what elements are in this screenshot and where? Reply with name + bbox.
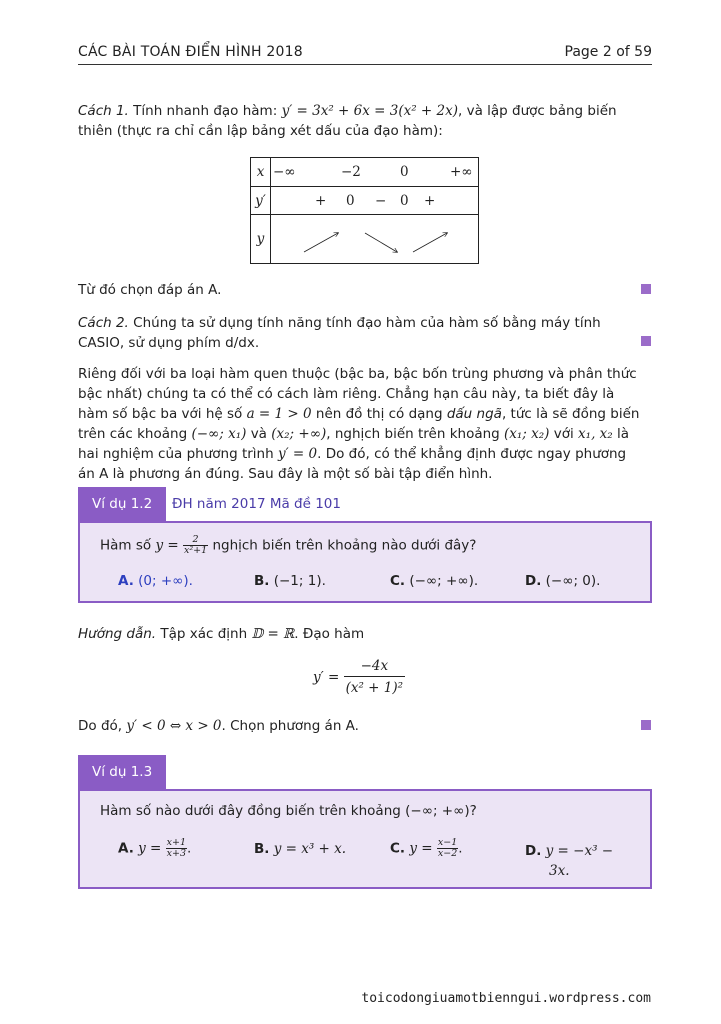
row-yp-values bbox=[271, 187, 479, 215]
x-value: −2 bbox=[341, 164, 361, 180]
option-c[interactable]: C. y = $\frac{x-1}{x-2}$ . bbox=[390, 837, 463, 859]
option-a[interactable]: A. (0; +∞). bbox=[118, 573, 193, 589]
x-value: +∞ bbox=[450, 164, 473, 180]
example-1-2-tab: Ví dụ 1.2 bbox=[78, 487, 166, 521]
option-d[interactable]: D. y = −x³ − 3x. bbox=[525, 843, 614, 879]
para-line: án A là phương án đúng. Sau đây là một số bài tập điển hình. bbox=[78, 466, 493, 482]
derivative-equation: y′ = $\frac{-4x}{\text{(x² + 1)²}}$ bbox=[313, 658, 404, 696]
yp-sign: + bbox=[315, 193, 327, 209]
row-y-label: y bbox=[251, 215, 271, 264]
x-value: 0 bbox=[400, 164, 409, 180]
row-x-values bbox=[271, 158, 479, 187]
arrow-up-icon bbox=[304, 233, 338, 252]
yp-sign: + bbox=[424, 193, 436, 209]
page-header bbox=[78, 44, 652, 65]
option-b[interactable]: B. y = x³ + x. bbox=[254, 841, 347, 857]
header-title: CÁC BÀI TOÁN ĐIỂN HÌNH 2018 bbox=[78, 44, 303, 60]
variation-arrows bbox=[271, 215, 478, 264]
qed-square-icon bbox=[641, 720, 651, 730]
option-d[interactable]: D. (−∞; 0). bbox=[525, 573, 601, 589]
cach1-paragraph bbox=[78, 101, 652, 141]
yp-sign: 0 bbox=[400, 193, 409, 209]
row-y-arrows bbox=[271, 215, 479, 264]
yp-sign: − bbox=[375, 193, 387, 209]
choose-a-line: Từ đó chọn đáp án A. bbox=[78, 282, 222, 298]
para-line: bậc nhất) chúng ta có thể có cách làm riêng. Chẳng hạn câu này, ta biết đây là bbox=[78, 386, 615, 402]
para-line: trên các khoảng (−∞; x₁) và (x₂; +∞), nghịch biến trên khoảng (x₁; x₂) với x₁, x₂ là bbox=[78, 426, 630, 442]
cach1-line2: thiên (thực ra chỉ cần lập bảng xét dấu của đạo hàm): bbox=[78, 123, 443, 139]
cach2-label: Cách 2. bbox=[78, 315, 129, 331]
arrow-down-icon bbox=[365, 233, 397, 252]
cach1-formula: y′ = 3x² + 6x = 3(x² + 2x) bbox=[281, 103, 458, 119]
option-c[interactable]: C. (−∞; +∞). bbox=[390, 573, 479, 589]
option-b[interactable]: B. (−1; 1). bbox=[254, 573, 326, 589]
para-line: Riêng đối với ba loại hàm quen thuộc (bậc ba, bậc bốn trùng phương và phân thức bbox=[78, 366, 637, 382]
example-1-2-box bbox=[78, 521, 652, 603]
cach1-text: Tính nhanh đạo hàm: bbox=[128, 103, 282, 119]
huong-dan-line: Hướng dẫn. Tập xác định 𝔻 = ℝ. Đạo hàm bbox=[78, 626, 365, 642]
cach1-label: Cách 1. bbox=[78, 103, 129, 119]
example-1-3-question: Hàm số nào dưới đây đồng biến trên khoảng (−∞; +∞)? bbox=[100, 803, 477, 819]
example-1-2-question: Hàm số y = $\frac{2}{\text{x²+1}}$ nghịch biến trên khoảng nào dưới đây? bbox=[100, 534, 477, 556]
example-1-3-tab: Ví dụ 1.3 bbox=[78, 755, 166, 789]
cach2-paragraph bbox=[78, 313, 652, 353]
arrow-up-icon bbox=[413, 233, 447, 252]
cach2-line2: CASIO, sử dụng phím d/dx. bbox=[78, 335, 260, 351]
x-value: −∞ bbox=[273, 164, 296, 180]
cach1-text-b: , và lập được bảng biến bbox=[458, 103, 617, 119]
qed-square-icon bbox=[641, 284, 651, 294]
footer-url[interactable]: toicodongiuamotbienngui.wordpress.com bbox=[361, 991, 651, 1006]
example-1-3-box bbox=[78, 789, 652, 889]
para-line: hàm số bậc ba với hệ số a = 1 > 0 nên đồ thị có dạng dấu ngã, tức là sẽ đồng biến bbox=[78, 406, 640, 422]
option-a[interactable]: A. y = $\frac{x+1}{x+3}$ . bbox=[118, 837, 192, 859]
row-x-label: x bbox=[251, 158, 271, 187]
row-yp-label: y′ bbox=[251, 187, 271, 215]
explanation-paragraph bbox=[78, 364, 652, 484]
qed-square-icon bbox=[641, 336, 651, 346]
variation-table bbox=[250, 157, 479, 264]
para-line: hai nghiệm của phương trình y′ = 0. Do đó, có thể khẳng định được ngay phương bbox=[78, 446, 627, 462]
cach2-line1: Chúng ta sử dụng tính năng tính đạo hàm của hàm số bằng máy tính bbox=[128, 315, 601, 331]
header-page-number: Page 2 of 59 bbox=[564, 44, 652, 60]
yp-sign: 0 bbox=[346, 193, 355, 209]
conclusion-line: Do đó, y′ < 0 ⇔ x > 0. Chọn phương án A. bbox=[78, 718, 359, 734]
example-1-2-source: ĐH năm 2017 Mã đề 101 bbox=[172, 496, 341, 512]
